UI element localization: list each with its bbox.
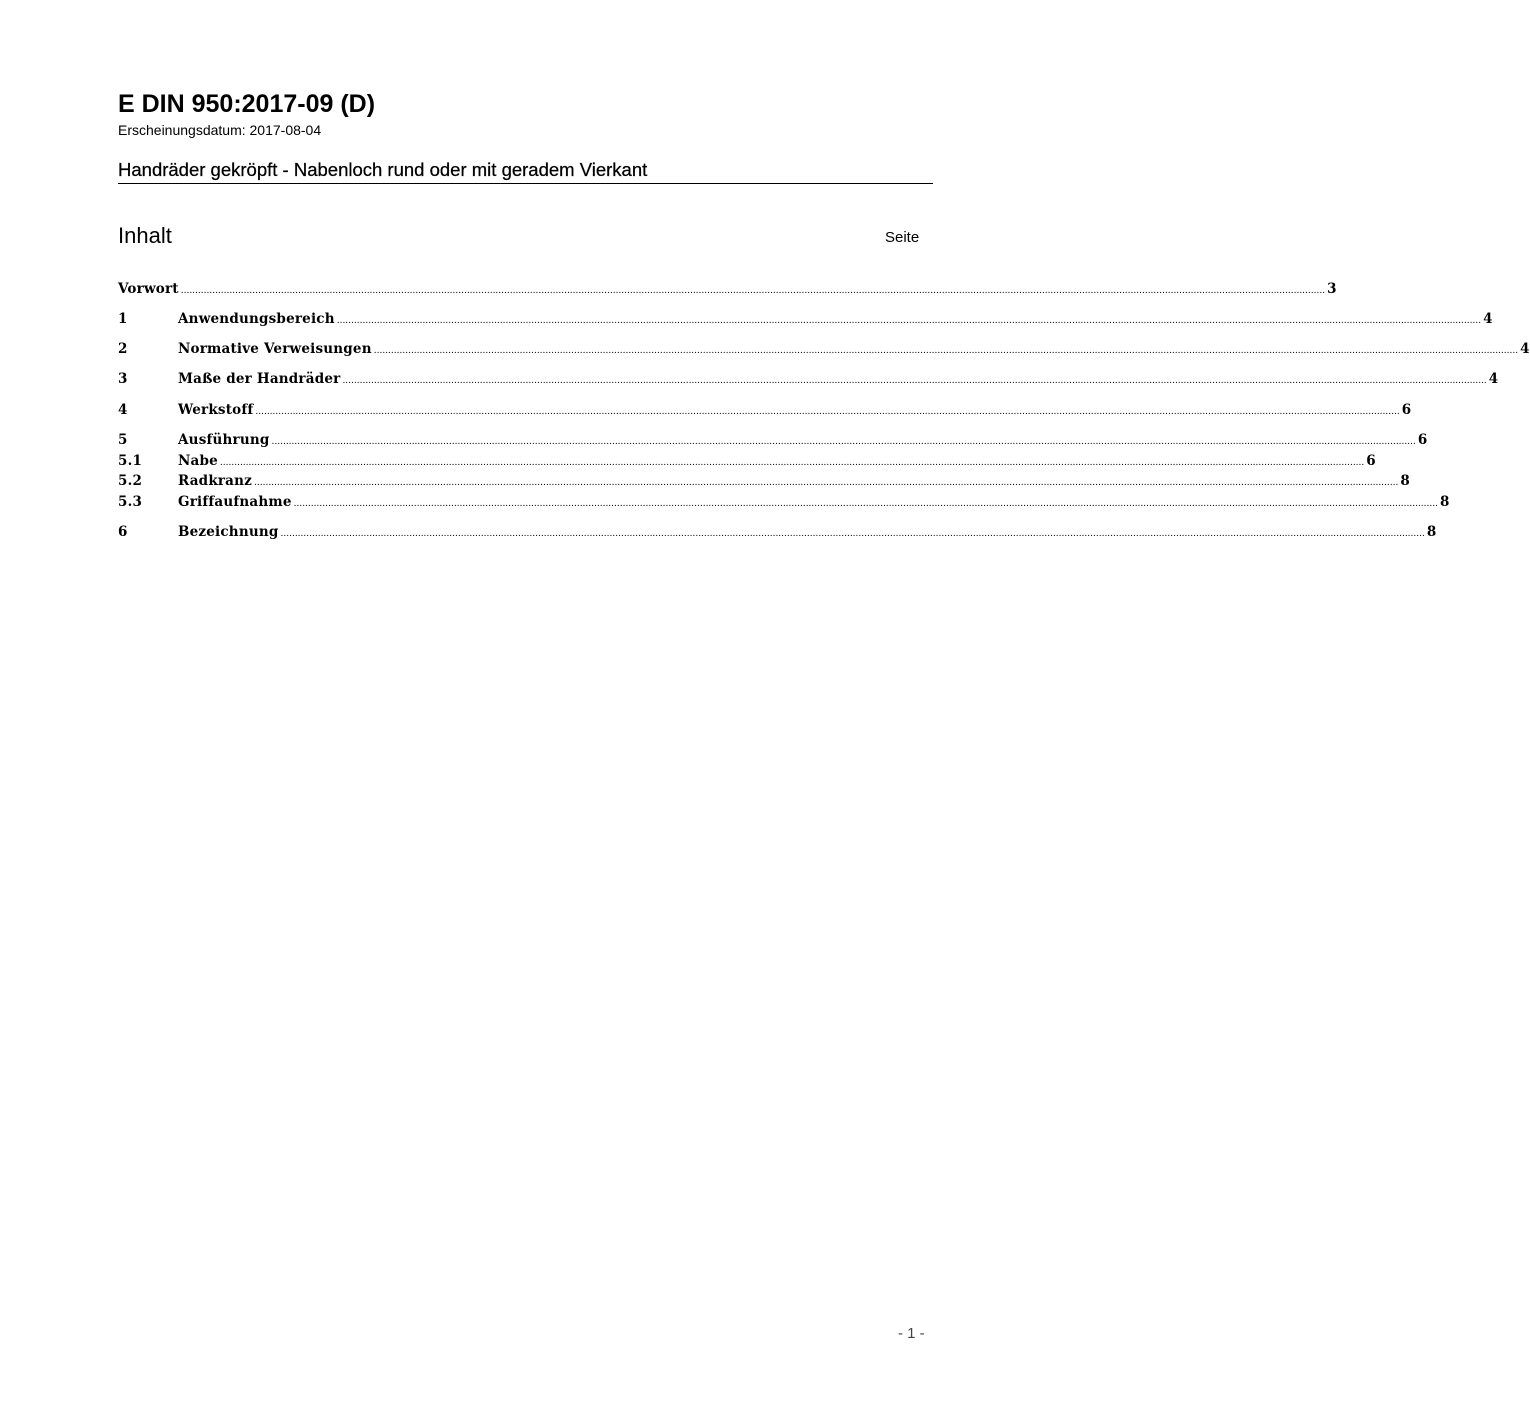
toc-entry-number: 4 — [118, 402, 128, 418]
toc-page-column-label: Seite — [885, 229, 920, 246]
toc-entry-page: 8 — [1426, 524, 1437, 540]
toc-entry-6[interactable] — [118, 523, 1437, 542]
toc-entry-5-2[interactable] — [118, 472, 1410, 491]
toc-entry-5-1[interactable] — [118, 452, 1376, 471]
toc-leader-dots: ................................................................................................................................................................................................................................................................................................................................................................................................................ — [293, 499, 1438, 509]
toc-entry-5[interactable] — [118, 431, 1428, 450]
toc-heading: Inhalt — [118, 223, 172, 248]
toc-entry-title: Normative Verweisungen — [178, 341, 372, 357]
toc-entry-number: 5 — [118, 432, 128, 448]
toc-entry-number: 6 — [118, 524, 128, 540]
toc-entry-1[interactable] — [118, 310, 1493, 329]
toc-entry-title: Nabe — [178, 453, 218, 469]
toc-entry-4[interactable] — [118, 401, 1412, 420]
toc-leader-dots: ................................................................................................................................................................................................................................................................................................................................................................................................................ — [271, 437, 1416, 447]
toc-entry-number: 5.2 — [118, 473, 143, 489]
toc-entry-number: 2 — [118, 341, 128, 357]
publication-date: Erscheinungsdatum: 2017-08-04 — [118, 122, 322, 138]
toc-entry-number: 1 — [118, 311, 128, 327]
toc-entry-page: 6 — [1366, 453, 1376, 469]
toc-entry-page: 4 — [1483, 311, 1493, 327]
toc-entry-page: 6 — [1417, 432, 1428, 448]
toc-entry-page: 8 — [1400, 473, 1410, 489]
toc-entry-title: Griffaufnahme — [178, 494, 292, 510]
toc-entry-page: 6 — [1401, 402, 1412, 418]
toc-entry-number: 3 — [118, 371, 128, 387]
toc-entry-number: 5.1 — [118, 453, 143, 469]
toc-entry-vorwort[interactable] — [118, 280, 1337, 299]
toc-leader-dots: ................................................................................................................................................................................................................................................................................................................................................................................................................ — [255, 407, 1400, 417]
toc-leader-dots: ................................................................................................................................................................................................................................................................................................................................................................................................................ — [336, 316, 1482, 326]
toc-leader-dots: ................................................................................................................................................................................................................................................................................................................................................................................................................ — [180, 286, 1326, 296]
toc-entry-title: Ausführung — [178, 432, 270, 448]
toc-entry-5-3[interactable] — [118, 493, 1450, 512]
toc-leader-dots: ................................................................................................................................................................................................................................................................................................................................................................................................................ — [254, 478, 1399, 488]
toc-entry-page: 3 — [1327, 281, 1337, 297]
toc-entry-title: Maße der Handräder — [178, 371, 341, 387]
document-subtitle: Handräder gekröpft - Nabenloch rund oder mit geradem Vierkant — [118, 159, 648, 180]
toc-entry-title: Radkranz — [178, 473, 253, 489]
toc-entry-page: 8 — [1439, 494, 1450, 510]
toc-entry-number: 5.3 — [118, 494, 143, 510]
header-divider — [118, 183, 933, 184]
toc-leader-dots: ................................................................................................................................................................................................................................................................................................................................................................................................................ — [373, 346, 1519, 356]
toc-leader-dots: ................................................................................................................................................................................................................................................................................................................................................................................................................ — [219, 458, 1365, 468]
toc-entry-title: Anwendungsbereich — [178, 311, 335, 327]
toc-entry-2[interactable] — [118, 340, 1530, 359]
toc-entry-title: Vorwort — [118, 281, 179, 297]
toc-leader-dots: ................................................................................................................................................................................................................................................................................................................................................................................................................ — [280, 529, 1425, 539]
toc-entry-3[interactable] — [118, 370, 1499, 389]
toc-entry-page: 4 — [1520, 341, 1530, 357]
page-number-footer: - 1 - — [898, 1325, 925, 1342]
toc-entry-page: 4 — [1488, 371, 1499, 387]
toc-entry-title: Werkstoff — [178, 402, 254, 418]
toc-leader-dots: ................................................................................................................................................................................................................................................................................................................................................................................................................ — [342, 376, 1487, 386]
document-title: E DIN 950:2017-09 (D) — [118, 90, 376, 118]
toc-entry-title: Bezeichnung — [178, 524, 279, 540]
